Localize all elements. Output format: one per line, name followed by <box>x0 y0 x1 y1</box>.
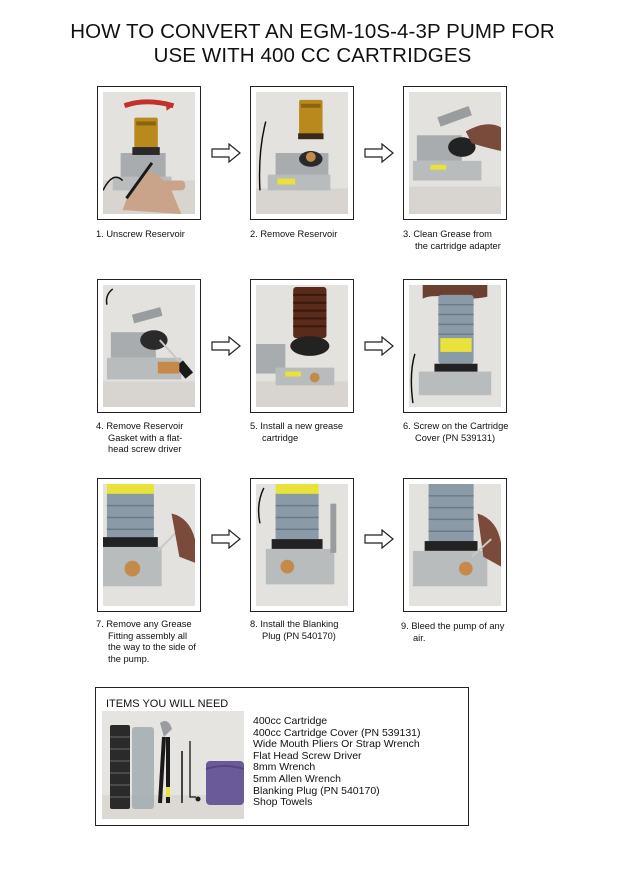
items-list <box>253 716 421 809</box>
list-item: 400cc Cartridge Cover (PN 539131) <box>253 726 421 739</box>
items-needed-box <box>95 687 469 826</box>
step-9-caption: 9. Bleed the pump of any air. <box>401 621 505 643</box>
page-title <box>0 20 625 68</box>
list-item: 400cc Cartridge <box>253 715 328 727</box>
step-1-caption: 1. Unscrew Reservoir <box>96 229 185 239</box>
arrow-right-icon <box>364 336 394 356</box>
list-item: 8mm Wrench <box>253 761 316 774</box>
title-line-2: USE WITH 400 CC CARTRIDGES <box>153 44 472 67</box>
arrow-right-icon <box>211 143 241 163</box>
step-1-photo <box>97 86 201 220</box>
list-item: Shop Towels <box>253 796 313 809</box>
step-2-caption: 2. Remove Reservoir <box>250 229 338 239</box>
arrow-right-icon <box>364 529 394 549</box>
list-item: Blanking Plug (PN 540170) <box>253 784 380 797</box>
step-6-photo <box>403 279 507 413</box>
step-4-photo <box>97 279 201 413</box>
arrow-right-icon <box>211 336 241 356</box>
step-7-caption: 7. Remove any Grease Fitting assembly all the way to the side of the pump. <box>96 619 196 664</box>
list-item: Wide Mouth Pliers Or Strap Wrench <box>253 738 420 751</box>
title-line-1: HOW TO CONVERT AN EGM-10S-4-3P PUMP FOR <box>70 20 555 43</box>
items-heading: ITEMS YOU WILL NEED <box>106 698 229 710</box>
step-8-photo <box>250 478 354 612</box>
step-5-caption: 5. Install a new grease cartridge <box>250 421 344 443</box>
step-3-caption: 3. Clean Grease from the cartridge adapter <box>403 229 501 251</box>
step-6-caption: 6. Screw on the Cartridge Cover (PN 539131) <box>403 421 509 443</box>
arrow-right-icon <box>364 143 394 163</box>
items-photo <box>102 711 244 819</box>
step-8-caption: 8. Install the Blanking Plug (PN 540170) <box>250 619 339 641</box>
arrow-right-icon <box>211 529 241 549</box>
step-3-photo <box>403 86 507 220</box>
list-item: 5mm Allen Wrench <box>253 772 341 785</box>
step-4-caption: 4. Remove Reservoir Gasket with a flat- head screw driver <box>96 421 184 454</box>
step-2-photo <box>250 86 354 220</box>
list-item: Flat Head Screw Driver <box>253 749 362 762</box>
step-7-photo <box>97 478 201 612</box>
step-9-photo <box>403 478 507 612</box>
step-5-photo <box>250 279 354 413</box>
